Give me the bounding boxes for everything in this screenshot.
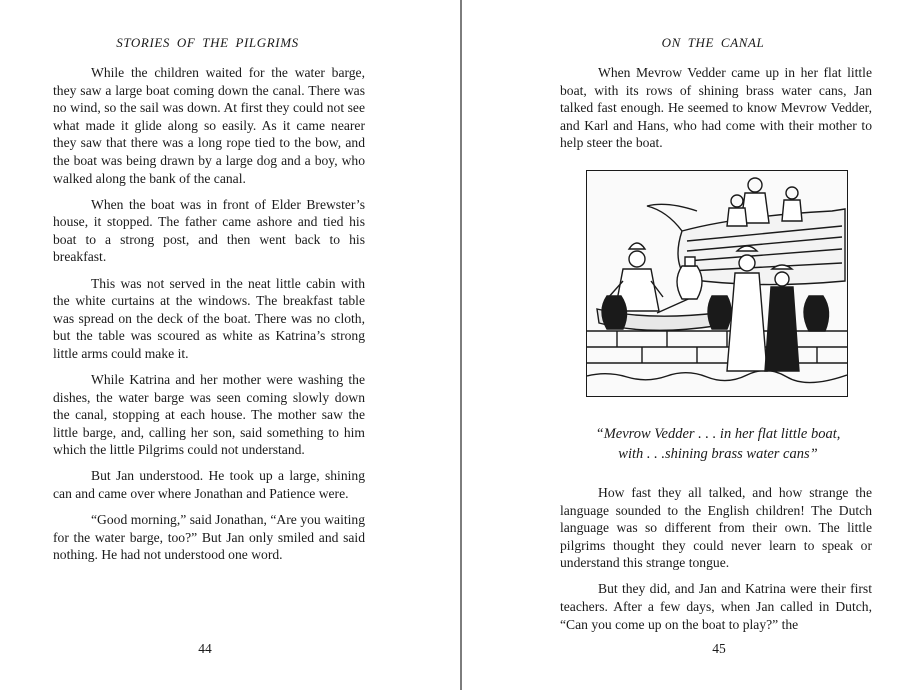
left-body-text: [53, 64, 365, 564]
paragraph: When Mevrow Vedder came up in her flat little boat, with its rows of shining brass water cans, Jan talked fast enough. He seemed to know Mevrow Vedder, and Karl and Hans, who had come with their mother to help steer the boat.: [560, 65, 872, 151]
right-page: [463, 0, 922, 690]
paragraph: But Jan understood. He took up a large, shining can and came over where Jonathan and Patience were.: [53, 468, 365, 502]
gutter-divider: [460, 0, 462, 690]
illustration-canal-boat: [586, 170, 848, 397]
caption-line: “Mevrow Vedder . . . in her flat little boat,: [595, 426, 841, 442]
paragraph: While the children waited for the water barge, they saw a large boat coming down the canal. There was no wind, so the sail was down. At first they could not see what made it glide along so easily. As it came nearer they saw that there was a long rope tied to the bow, and the boat was being drawn by a large dog and a boy, who walked along the bank of the canal.: [53, 65, 365, 186]
paragraph: When the boat was in front of Elder Brewster’s house, it stopped. The father came ashore and tied his boat to a strong post, and then went back to his breakfast.: [53, 196, 365, 265]
boat-scene-drawing: [587, 171, 847, 396]
caption-line: with . . .shining brass water cans”: [618, 446, 818, 462]
right-body-text-bottom: [560, 484, 872, 633]
right-running-head: ON THE CANAL: [661, 35, 765, 50]
paragraph: But they did, and Jan and Katrina were their first teachers. After a few days, when Jan called in Dutch, “Can you come up on the boat to play?” the: [560, 581, 872, 632]
left-page-number: 44: [198, 641, 212, 656]
paragraph: “Good morning,” said Jonathan, “Are you waiting for the water barge, too?” But Jan only smiled and said nothing. He had not understood one word.: [53, 512, 365, 563]
paragraph: This was not served in the neat little cabin with the white curtains at the windows. The breakfast table was spread on the deck of the boat. There was no cloth, but the table was scoured as white as Katrina’s strong little arms could make it.: [53, 275, 365, 361]
paragraph: While Katrina and her mother were washing the dishes, the water barge was seen coming slowly down the canal, stopping at each house. The mother saw the little barge, and, calling her son, said something to him which the little Pilgrims could not understand.: [53, 372, 365, 458]
right-page-number: 45: [712, 641, 726, 656]
right-body-text-top: [560, 64, 872, 152]
left-page: [0, 0, 460, 690]
left-running-head: STORIES OF THE PILGRIMS: [116, 35, 299, 50]
paragraph: How fast they all talked, and how strange the language sounded to the English children! The Dutch language was so different from their own. The little pilgrims thought they could never learn to speak or understand this strange tongue.: [560, 485, 872, 571]
illustration-caption: [558, 424, 878, 464]
